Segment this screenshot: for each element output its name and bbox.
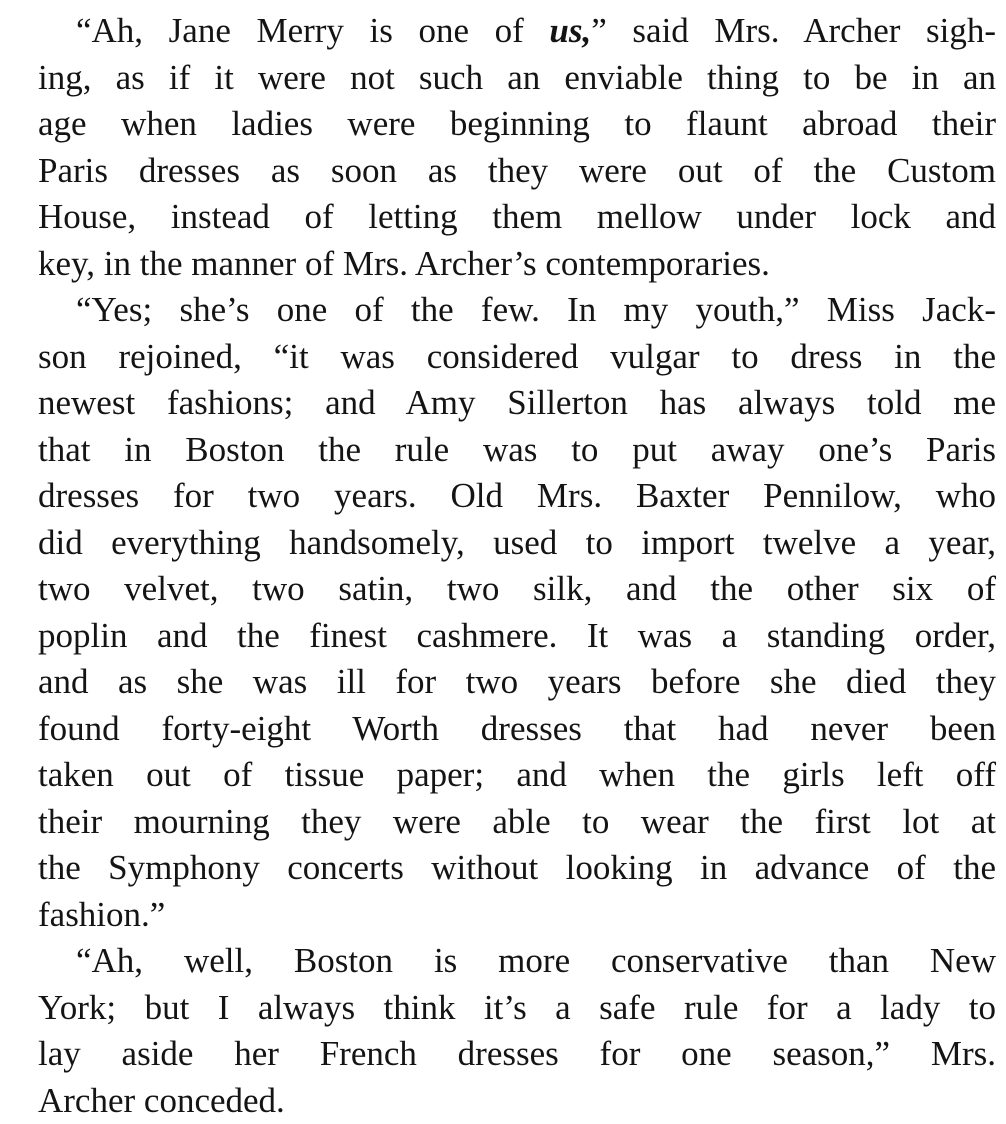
paragraph-1: [38, 8, 996, 287]
text-line: [38, 8, 996, 55]
book-page: [38, 8, 996, 1124]
text-line: that in Boston the rule was to put away one’s Paris: [38, 427, 996, 474]
text-line: fashion.”: [38, 892, 996, 939]
text-line-start: “Ah, Jane Merry is one of: [76, 11, 549, 50]
text-line: key, in the manner of Mrs. Archer’s contemporaries.: [38, 241, 996, 288]
text-line: the Symphony concerts without looking in advance of the: [38, 845, 996, 892]
emphasized-word: us,: [549, 11, 591, 50]
text-line: York; but I always think it’s a safe rule for a lady to: [38, 985, 996, 1032]
text-line: age when ladies were beginning to flaunt abroad their: [38, 101, 996, 148]
text-line: ing, as if it were not such an enviable thing to be in an: [38, 55, 996, 102]
text-line: lay aside her French dresses for one season,” Mrs.: [38, 1031, 996, 1078]
paragraph-3: [38, 938, 996, 1124]
text-line: did everything handsomely, used to import twelve a year,: [38, 520, 996, 567]
paragraph-2: [38, 287, 996, 938]
text-line: poplin and the finest cashmere. It was a standing order,: [38, 613, 996, 660]
text-line: taken out of tissue paper; and when the girls left off: [38, 752, 996, 799]
text-line: “Ah, well, Boston is more conservative than New: [38, 938, 996, 985]
text-line: newest fashions; and Amy Sillerton has always told me: [38, 380, 996, 427]
text-line: son rejoined, “it was considered vulgar to dress in the: [38, 334, 996, 381]
text-line: “Yes; she’s one of the few. In my youth,” Miss Jack-: [38, 287, 996, 334]
text-line: found forty-eight Worth dresses that had never been: [38, 706, 996, 753]
text-line: and as she was ill for two years before she died they: [38, 659, 996, 706]
text-line-end: ” said Mrs. Archer sigh-: [591, 11, 996, 50]
text-line: their mourning they were able to wear the first lot at: [38, 799, 996, 846]
text-line: House, instead of letting them mellow under lock and: [38, 194, 996, 241]
text-line: Paris dresses as soon as they were out of the Custom: [38, 148, 996, 195]
text-line: two velvet, two satin, two silk, and the other six of: [38, 566, 996, 613]
text-line: Archer conceded.: [38, 1078, 996, 1124]
text-line: dresses for two years. Old Mrs. Baxter Pennilow, who: [38, 473, 996, 520]
